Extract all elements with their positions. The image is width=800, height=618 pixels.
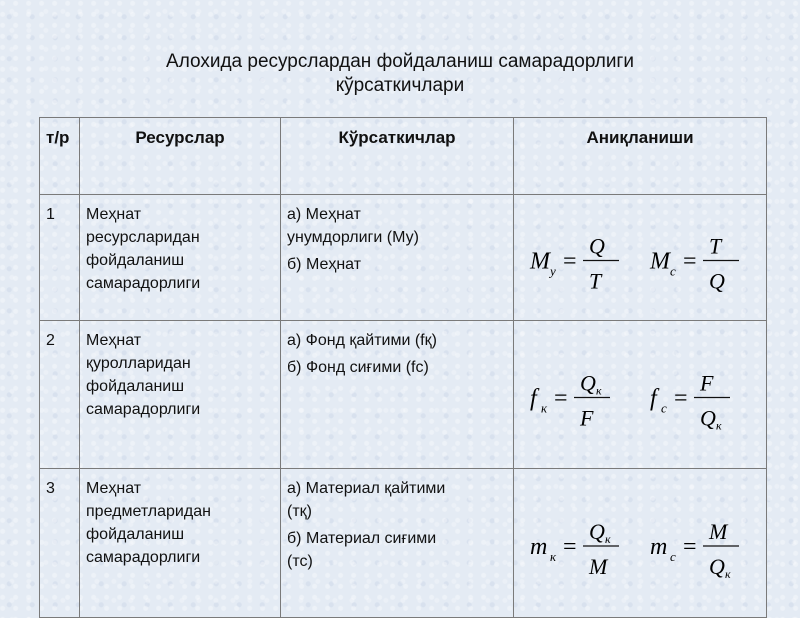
resource-line: Меҳнат bbox=[86, 332, 142, 349]
resource-cell bbox=[80, 469, 281, 618]
numerator-subscript: к bbox=[605, 532, 611, 546]
row-number: 3 bbox=[40, 469, 80, 618]
fraction-numerator: M bbox=[709, 519, 728, 544]
resource-line: Меҳнат bbox=[86, 480, 142, 497]
formula-lhs-subscript: с bbox=[670, 549, 676, 564]
resource-line: фойдаланиш bbox=[86, 252, 185, 269]
resource-cell bbox=[80, 321, 281, 469]
resource-line: самарадорлиги bbox=[86, 549, 201, 566]
formula-lhs: M bbox=[530, 248, 550, 275]
denominator-subscript: к bbox=[716, 418, 722, 433]
indicator-a-line: (тқ) bbox=[287, 503, 312, 520]
resource-line: предметларидан bbox=[86, 503, 211, 520]
table-row bbox=[40, 321, 767, 469]
resource-line: Меҳнат bbox=[86, 206, 142, 223]
indicator-cell bbox=[281, 469, 514, 618]
resource-line: самарадорлиги bbox=[86, 275, 201, 292]
fraction-numerator: Q bbox=[580, 370, 596, 396]
formula bbox=[529, 234, 619, 294]
formula bbox=[530, 371, 610, 431]
formula-svg bbox=[520, 329, 772, 462]
formula-svg bbox=[520, 477, 772, 611]
fraction-denominator: F bbox=[580, 405, 594, 431]
indicator-b-line: б) Фонд сиғими (fс) bbox=[287, 359, 429, 376]
table-row bbox=[40, 469, 767, 618]
formula bbox=[649, 234, 739, 294]
header-indicators: Кўрсаткичлар bbox=[281, 118, 514, 195]
indicator-cell bbox=[281, 195, 514, 321]
resource-line: фойдаланиш bbox=[86, 378, 185, 395]
formula bbox=[650, 371, 730, 433]
title-line-1: Алохида ресурслардан фойдаланиш самарадорлиги bbox=[166, 51, 634, 72]
title-line-2: кўрсаткичлари bbox=[335, 75, 465, 96]
formula-cell bbox=[514, 469, 767, 618]
fraction-denominator: Q bbox=[700, 405, 716, 431]
fraction-denominator: Q bbox=[709, 554, 725, 579]
formula-equals: = bbox=[554, 385, 568, 412]
indicator-a-line: унумдорлиги (Му) bbox=[287, 229, 419, 246]
row-number: 2 bbox=[40, 321, 80, 469]
indicator-a-line: а) Меҳнат bbox=[287, 206, 361, 223]
numerator-subscript: к bbox=[596, 383, 602, 398]
indicator-b-line: (тс) bbox=[287, 553, 313, 570]
formula-cell bbox=[514, 321, 767, 469]
formula-lhs: M bbox=[650, 248, 670, 275]
resource-line: самарадорлиги bbox=[86, 401, 201, 418]
formula-lhs: m bbox=[530, 534, 548, 560]
formula bbox=[530, 519, 619, 579]
header-num: т/р bbox=[40, 118, 80, 195]
formula-equals: = bbox=[563, 248, 577, 275]
resource-line: фойдаланиш bbox=[86, 526, 185, 543]
indicator-b-line: б) Меҳнат bbox=[287, 256, 362, 273]
fraction-denominator: T bbox=[589, 268, 602, 294]
formula-lhs-subscript: к bbox=[550, 549, 557, 564]
formula bbox=[650, 519, 739, 581]
indicator-b-line: б) Материал сиғими bbox=[287, 530, 437, 547]
formula-lhs: f bbox=[650, 385, 657, 412]
formula-lhs-subscript: с bbox=[670, 263, 676, 279]
resource-line: ресурсларидан bbox=[86, 229, 200, 246]
formula-lhs: m bbox=[650, 534, 668, 560]
indicator-a-line: а) Материал қайтими bbox=[287, 480, 446, 497]
resource-cell bbox=[80, 195, 281, 321]
formula-lhs-subscript: с bbox=[661, 400, 667, 416]
denominator-subscript: к bbox=[725, 567, 731, 581]
resource-line: қуролларидан bbox=[86, 355, 191, 372]
formula-lhs-subscript: к bbox=[541, 400, 548, 416]
indicator-a-line: а) Фонд қайтими (fқ) bbox=[287, 332, 437, 349]
formula-lhs-subscript: у bbox=[550, 263, 556, 279]
slide-title bbox=[0, 50, 800, 98]
table-header-row bbox=[40, 118, 767, 195]
indicator-cell bbox=[281, 321, 514, 469]
row-number: 1 bbox=[40, 195, 80, 321]
header-resources: Ресурслар bbox=[80, 118, 281, 195]
fraction-denominator: Q bbox=[709, 268, 725, 294]
fraction-numerator: F bbox=[700, 370, 714, 396]
formula-equals: = bbox=[674, 385, 688, 412]
fraction-numerator: Q bbox=[589, 233, 605, 259]
fraction-numerator: T bbox=[709, 233, 722, 259]
resources-table bbox=[39, 117, 767, 618]
fraction-numerator: Q bbox=[589, 519, 605, 544]
formula-equals: = bbox=[563, 534, 577, 560]
formula-svg bbox=[520, 203, 772, 314]
header-definition: Аниқланиши bbox=[514, 118, 767, 195]
formula-equals: = bbox=[683, 534, 697, 560]
formula-lhs: f bbox=[530, 385, 537, 412]
fraction-denominator: M bbox=[589, 554, 608, 579]
formula-cell bbox=[514, 195, 767, 321]
table-row bbox=[40, 195, 767, 321]
formula-equals: = bbox=[683, 248, 697, 275]
